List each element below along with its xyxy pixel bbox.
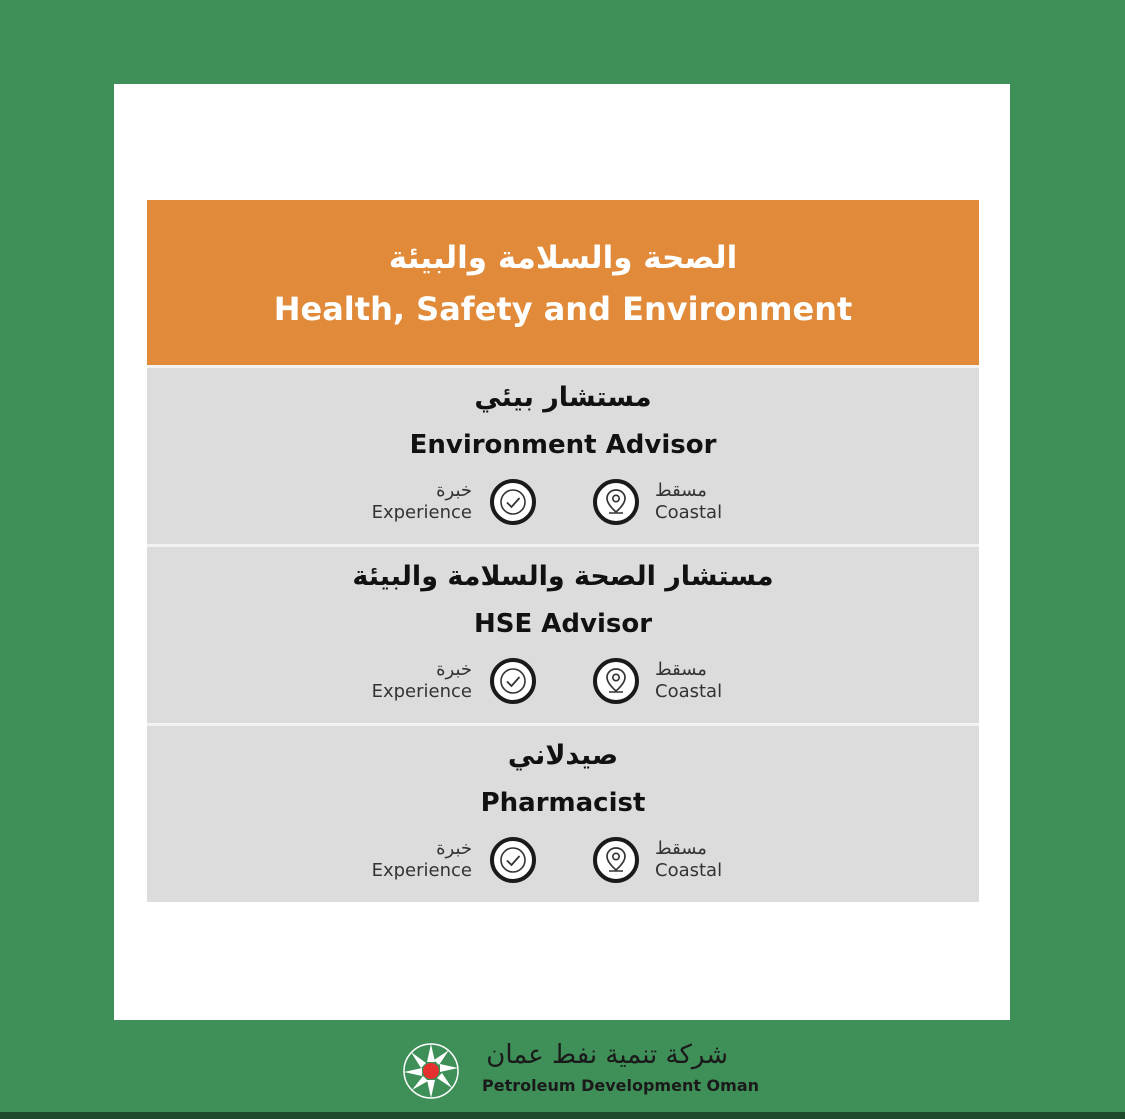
experience-label-en: Experience [371, 860, 472, 881]
company-name-en: Petroleum Development Oman [482, 1076, 760, 1095]
location-label-en: Coastal [655, 860, 723, 881]
location-label-ar: مسقط [655, 837, 707, 859]
location-pin-icon [593, 837, 639, 883]
category-title-ar: الصحة والسلامة والبيئة [388, 239, 738, 276]
jobs-table [147, 200, 979, 902]
job-title-ar: صيدلاني [507, 740, 619, 771]
location-info [593, 472, 765, 532]
experience-label-en: Experience [371, 681, 472, 702]
location-label-ar: مسقط [655, 479, 707, 501]
experience-label-ar: خبرة [436, 658, 472, 680]
location-labels [655, 838, 765, 883]
check-circle-icon [490, 837, 536, 883]
job-title-ar: مستشار بيئي [474, 382, 652, 413]
company-logo [402, 1040, 760, 1100]
location-info [593, 830, 765, 890]
job-row [147, 544, 979, 723]
company-name-ar: شركة تنمية نفط عمان [486, 1040, 728, 1070]
experience-labels [362, 480, 472, 525]
experience-label-ar: خبرة [436, 837, 472, 859]
job-title-en: HSE Advisor [473, 609, 653, 639]
location-info [593, 651, 765, 711]
location-labels [655, 659, 765, 704]
experience-labels [362, 659, 472, 704]
location-label-ar: مسقط [655, 658, 707, 680]
job-title-ar: مستشار الصحة والسلامة والبيئة [352, 561, 774, 592]
job-card [114, 84, 1010, 1020]
location-label-en: Coastal [655, 681, 723, 702]
job-row [147, 723, 979, 902]
pdo-logo-icon [402, 1042, 460, 1100]
location-labels [655, 480, 765, 525]
experience-info [362, 472, 536, 532]
bottom-bar [0, 1112, 1125, 1119]
experience-label-ar: خبرة [436, 479, 472, 501]
location-label-en: Coastal [655, 502, 723, 523]
location-pin-icon [593, 479, 639, 525]
check-circle-icon [490, 658, 536, 704]
category-header [147, 200, 979, 365]
job-row [147, 365, 979, 544]
job-title-en: Pharmacist [480, 788, 646, 818]
check-circle-icon [490, 479, 536, 525]
experience-info [362, 830, 536, 890]
location-pin-icon [593, 658, 639, 704]
experience-info [362, 651, 536, 711]
experience-label-en: Experience [371, 502, 472, 523]
category-title-en: Health, Safety and Environment [273, 290, 853, 329]
experience-labels [362, 838, 472, 883]
job-title-en: Environment Advisor [409, 430, 717, 460]
